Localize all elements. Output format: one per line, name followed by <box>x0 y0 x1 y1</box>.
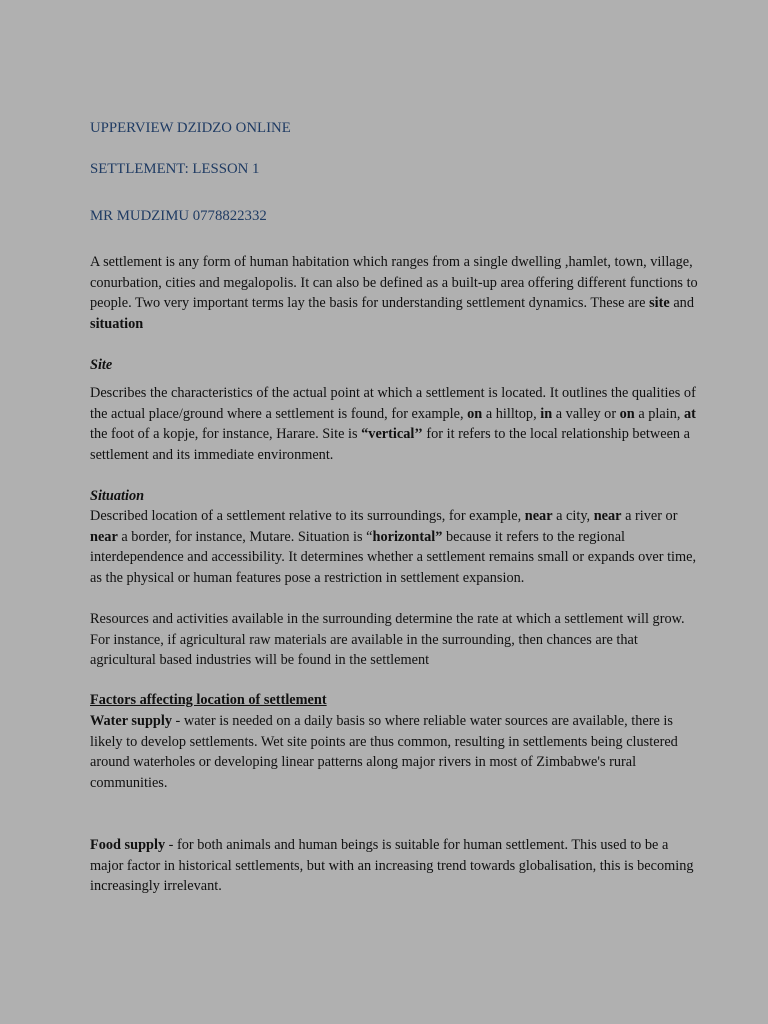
teacher-heading: MR MUDZIMU 0778822332 <box>90 208 267 224</box>
food-supply-paragraph <box>90 835 700 897</box>
intro-and: and <box>669 295 694 311</box>
site-text-5: the foot of a kopje, for instance, Harare. Site is <box>90 426 362 442</box>
situation-near-1: near <box>524 508 553 524</box>
factors-heading: Factors affecting location of settlement <box>90 692 327 708</box>
situation-near-3: near <box>90 528 118 545</box>
site-vertical: “vertical’’ <box>361 426 423 442</box>
site-text-2: a hilltop, <box>482 405 541 422</box>
resources-paragraph: Resources and activities available in the surrounding determine the rate at which a settlement will grow. For instance, if agricultural raw materials are available in the surrounding, then chances are that agricultural based industries will be found in the settlement <box>90 611 685 668</box>
site-paragraph <box>90 383 700 465</box>
site-text-1: Describes the characteristics of the actual point at which a settlement is located. It outlines the qualities of the actual place/ground where a settlement is found, for example, <box>90 385 696 422</box>
lesson-heading: SETTLEMENT: LESSON 1 <box>90 161 260 177</box>
situation-text-4: a border, for instance, Mutare. Situation is “ <box>117 528 373 545</box>
site-text-6: for it refers to the local relationship between a settlement and its immediate environment. <box>90 426 690 463</box>
situation-horizontal: horizontal” <box>372 528 443 545</box>
water-supply-paragraph <box>90 711 700 793</box>
term-site: site <box>649 295 670 311</box>
situation-text-2: a city, <box>552 508 594 524</box>
site-at: at <box>684 405 696 422</box>
situation-paragraph <box>90 506 700 588</box>
site-on-1: on <box>467 405 483 422</box>
food-supply-label: Food supply <box>90 837 166 853</box>
situation-heading: Situation <box>90 488 145 504</box>
situation-near-2: near <box>593 508 622 524</box>
term-situation: situation <box>90 315 144 332</box>
org-heading: UPPERVIEW DZIDZO ONLINE <box>90 120 291 136</box>
site-text-4: a plain, <box>634 405 684 422</box>
water-supply-label: Water supply <box>90 713 172 729</box>
situation-text-3: a river or <box>621 508 678 524</box>
water-supply-text: - water is needed on a daily basis so where reliable water sources are available, there is likely to develop settlements. Wet site points are thus common, resulting in settlements being clustered around waterholes or developing linear patterns along major rivers in most of Zimbabwe's rural communities. <box>90 713 678 791</box>
food-supply-text: - for both animals and human beings is suitable for human settlement. This used to be a major factor in historical settlements, but with an increasing trend towards globalisation, this is becoming increasingly irrelevant. <box>90 837 694 894</box>
site-text-3: a valley or <box>552 405 620 422</box>
site-on-2: on <box>619 405 635 422</box>
intro-paragraph <box>90 252 700 334</box>
site-heading: Site <box>90 357 113 373</box>
intro-text: A settlement is any form of human habitation which ranges from a single dwelling ,hamlet, town, village, conurbation, cities and megalopolis. It can also be defined as a built-up area offering different functions to people. Two very important terms lay the basis for understanding settlement dynamics. These are <box>90 254 698 311</box>
site-in: in <box>540 405 553 422</box>
situation-text-5: because it refers to the regional interdependence and accessibility. It determines whether a settlement remains small or expands over time, as the physical or human features pose a restriction in settlement expansion. <box>90 528 697 586</box>
situation-text-1: Described location of a settlement relative to its surroundings, for example, <box>90 508 525 524</box>
